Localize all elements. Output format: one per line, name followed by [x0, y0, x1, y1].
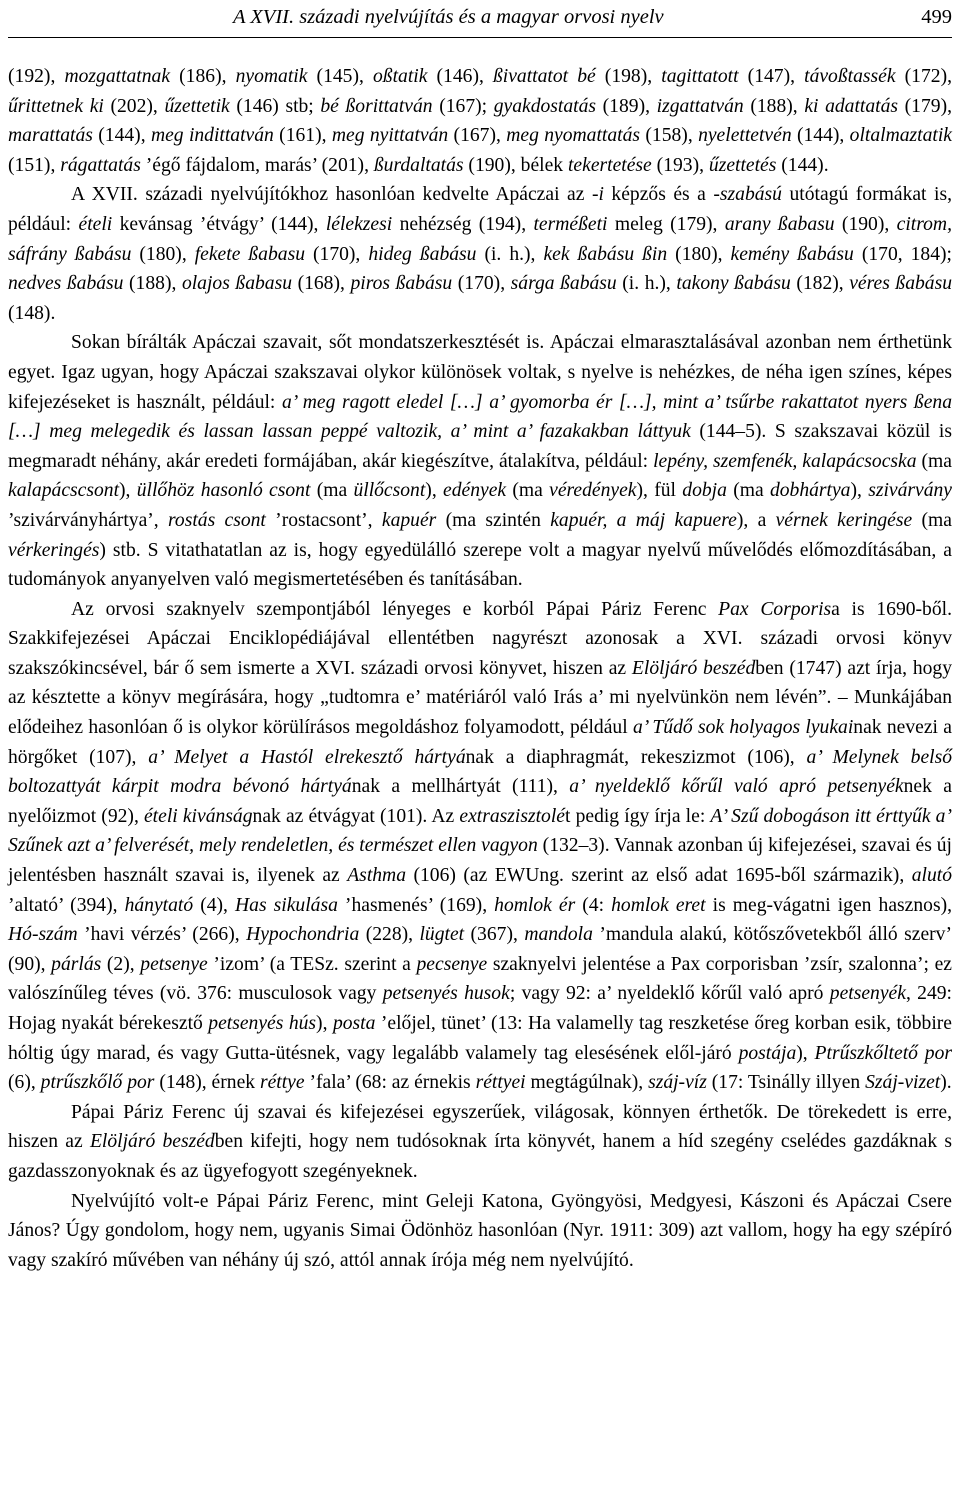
italic-term: olajos ßabasu [181, 273, 293, 295]
italic-term: Elöljáró beszéd [89, 1131, 215, 1153]
text-run: nak a mellhártyát (111), [351, 776, 570, 798]
italic-term: oßtatik [373, 66, 428, 87]
text-run: a is 1690-ből. Szakkifejezései Apáczai Enciklopédiájával ellentétben nagyrészt azonosak a XVI. századi orvosi könyv szakszókincsével, bár ő sem ismerte a XVI. századi orvosi könyvet, hiszen az [8, 598, 952, 679]
text-run: (144), [92, 125, 151, 147]
text-run: (17: Tsinálly illyen [706, 1072, 866, 1094]
italic-term: terméßeti [533, 213, 608, 235]
paragraph [8, 1098, 952, 1187]
italic-term: arany ßabasu [724, 213, 835, 235]
italic-term: nedves ßabásu [8, 273, 124, 295]
italic-term: dobhártya [769, 480, 851, 502]
italic-term: vérnek keringése [775, 509, 913, 531]
italic-term: mozgattatnak [64, 66, 171, 87]
italic-term: rágattatás [60, 154, 141, 176]
text-run: ), [850, 480, 869, 502]
text-run: (ma [916, 450, 952, 472]
text-run: meleg (179), [607, 213, 725, 235]
text-run: képzős és a [603, 184, 714, 206]
text-run: ben kifejti, hogy nem tudósoknak írta könyvét, hanem a híd szegény cselédes gazdáknak s gazdasszonyoknak és az ügyefogyott szegényeknek. [8, 1131, 952, 1182]
running-head [8, 2, 952, 32]
italic-term: meg indittatván [150, 125, 274, 147]
italic-term: edények [443, 480, 507, 502]
italic-term: dobja [682, 480, 727, 502]
text-run: (ma [506, 480, 550, 502]
italic-term: űrittetnek ki [8, 95, 104, 117]
text-run: (228), [359, 924, 420, 946]
text-run: ) stb. S vitathatatlan az is, hogy egyedülálló szerepe volt a magyar nyelvű művelődés előmozdításában, a tudományok anyanyelven való megismertetésében és tanításában. [8, 539, 952, 591]
text-run: nek a nyelőizmot (92), [8, 776, 952, 827]
italic-term: -i [591, 184, 604, 206]
italic-term: posta [332, 1013, 376, 1034]
text-run: is meg-vágatni igen hasznos), [705, 894, 952, 916]
text-run: ’izom’ (a TESz. szerint a [207, 953, 417, 975]
text-run: (170), [452, 273, 511, 295]
italic-term: a’ Melyet a Hastól elrekesztő hártyá [148, 746, 466, 768]
italic-term: homlok eret [611, 894, 706, 916]
italic-term: postája [738, 1042, 797, 1064]
italic-term: lepény, szemfenék, kalapácsocska [653, 450, 917, 472]
italic-term: a’ Melynek belső boltozattyát kárpit modra bévonó hártyá [8, 746, 953, 798]
paragraph [8, 180, 952, 328]
text-run: nehézség (194), [392, 213, 534, 235]
text-run: (190), [834, 213, 897, 235]
italic-term: kapuér, a máj kapuere [550, 509, 737, 531]
italic-term: marattatás [8, 125, 93, 147]
italic-term: ki adattatás [804, 95, 899, 117]
text-run: (367), [464, 924, 525, 946]
italic-term: -szabású [713, 184, 782, 206]
text-run: ), [425, 480, 444, 502]
italic-term: réttyei [475, 1072, 526, 1094]
italic-term: hideg ßabásu [368, 243, 477, 265]
paragraph [8, 1187, 952, 1276]
italic-term: távoßtassék [804, 66, 896, 87]
italic-term: sárga ßabásu [510, 273, 617, 295]
italic-term: Száj-vizet [865, 1072, 941, 1094]
italic-term: lügtet [419, 924, 465, 946]
text-run: ’rostacsont’, [265, 509, 382, 531]
text-run: (147), [738, 66, 805, 87]
italic-term: párlás [51, 953, 102, 975]
text-run: ), [796, 1042, 815, 1064]
paragraph [8, 595, 952, 1098]
text-run: (144), [791, 125, 850, 147]
italic-term: rostás csont [168, 509, 266, 531]
text-run: (172), [895, 66, 952, 87]
italic-term: petsenyés husok [382, 983, 510, 1005]
italic-term: citrom, sáfrány ßabásu [8, 213, 952, 265]
text-run: Nyelvújító volt-e Pápai Páriz Ferenc, mint Geleji Katona, Gyöngyösi, Medgyesi, Kászoni és Apáczai Csere János? Úgy gondolom, hogy nem, ugyanis Simai Ödönhöz hasonlóan (Nyr. 1911: 309) azt vallom, hogy ha egy szépíró vagy szakíró művében van néhány új szó, attól annak írója még nem nyelvújító. [8, 1190, 952, 1271]
italic-term: fekete ßabasu [194, 243, 305, 265]
italic-term: a’ meg ragott eledel […] a’ gyomorba ér […], mint a’ tsűrbe rakattatot nyers ßena […] meg melegedik és lassan lassan peppé valtozik, a’ mint a’ fazakakban láttyuk [8, 391, 953, 443]
italic-term: ptrűszkőlő por [40, 1072, 155, 1094]
text-run: ), fül [636, 480, 683, 502]
italic-term: kalapácscsont [8, 480, 120, 502]
text-run: (188), [743, 95, 805, 117]
italic-term: lélekzesi [325, 213, 393, 235]
text-run: (2), [101, 953, 141, 975]
header-rule [8, 37, 952, 38]
text-run: (4: [575, 894, 612, 916]
italic-term: takony ßabásu [676, 273, 791, 295]
text-run: (151), [8, 154, 61, 176]
text-run: nak az étvágyat (101). Az [252, 805, 460, 827]
text-run: ’altató’ (394), [8, 894, 125, 916]
text-run: Pápai Páriz Ferenc új szavai és kifejezései egyszerűek, világosak, könnyen érthetők. De törekedett is erre, hiszen az [8, 1101, 952, 1153]
text-run: (167); [432, 95, 494, 117]
text-run: (186), [170, 66, 236, 87]
text-run: (146), [427, 66, 493, 87]
text-run: (144–5). S szakszavai közül is megmaradt néhány, akár eredeti formájában, akár kiegészítve, átalakítva, például: [8, 421, 952, 472]
text-run: (192), [8, 66, 65, 87]
italic-term: homlok ér [494, 894, 576, 916]
text-run: (ma [912, 509, 952, 531]
italic-term: szivárvány [868, 480, 953, 502]
paragraph [8, 62, 952, 180]
italic-term: a’ nyeldeklő kőrűl való apró petsenyék [569, 776, 904, 798]
text-run: (144). [776, 154, 829, 176]
text-run: (106) (az EWUng. szerint az első adat 1695-ből származik), [406, 865, 912, 887]
italic-term: mandola [524, 924, 593, 946]
italic-term: véres ßabásu [849, 273, 953, 295]
italic-term: véredények [549, 480, 637, 502]
italic-term: gyakdostatás [493, 95, 597, 117]
italic-term: piros ßabásu [350, 273, 453, 295]
italic-term: Pax Corporis [718, 598, 832, 620]
text-run: (170), [305, 243, 369, 265]
text-run: (180), [131, 243, 195, 265]
italic-term: oltalmaztatik [849, 125, 952, 147]
text-run: (ma [310, 480, 354, 502]
text-run: (145), [307, 66, 373, 87]
text-run: (148), érnek [154, 1072, 260, 1094]
text-run: ’fala’ (68: az érnekis [304, 1072, 476, 1094]
italic-term: kek ßabásu ßin [543, 243, 668, 265]
italic-term: nyomatik [235, 66, 308, 87]
italic-term: Asthma [347, 865, 406, 887]
italic-term: Has sikulása [235, 894, 338, 916]
italic-term: kapuér [381, 509, 437, 531]
text-run: (202), [103, 95, 165, 117]
text-run: megtágúlnak), [525, 1072, 649, 1094]
italic-term: petsenyék [829, 983, 906, 1005]
italic-term: száj-víz [648, 1072, 707, 1094]
italic-term: pecsenye [416, 953, 488, 975]
text-run: ’szivárványhártya’, [8, 509, 169, 531]
text-run: (6), [8, 1072, 41, 1094]
italic-term: réttye [259, 1072, 305, 1094]
italic-term: üllőhöz hasonló csont [136, 480, 311, 502]
text-run: nak nevezi a hörgőket (107), [8, 717, 952, 768]
italic-term: A’ Szű dobogáson itt érttyűk a’ Szűnek azt a’ felverését, mely rendeletlen, és természet ellen vagyon [8, 805, 952, 857]
italic-term: bé ßorittatván [320, 95, 433, 117]
text-run: (i. h.), [476, 243, 544, 265]
text-run: ’hasmenés’ (169), [337, 894, 495, 916]
text-run: ), a [736, 509, 776, 531]
text-run: (190), bélek [463, 154, 568, 176]
text-run: A XVII. századi nyelvújítókhoz hasonlóan kedvelte Apáczai az [71, 184, 592, 206]
text-run: (168), [292, 273, 351, 295]
text-run: , 249: Hojag nyakát bérekesztő [8, 983, 952, 1034]
text-run: ), [119, 480, 137, 502]
italic-term: ßurdaltatás [373, 154, 464, 176]
text-run: (ma [726, 480, 770, 502]
text-run: nak a diaphragmát, rekeszizmot (106), [465, 746, 807, 768]
italic-term: Hó-szám [8, 924, 78, 946]
text-run: (i. h.), [616, 273, 677, 295]
text-run: (180), [667, 243, 731, 265]
text-run: Az orvosi szaknyelv szempontjából lényeges e korból Pápai Páriz Ferenc [71, 598, 719, 620]
italic-term: vérkeringés [8, 539, 100, 561]
italic-term: petsenyés hús [208, 1013, 317, 1034]
italic-term: Elöljáró beszéd [631, 657, 756, 679]
text-run: (146) stb; [229, 95, 321, 117]
italic-term: tekertetése [567, 154, 652, 176]
text-run: Sokan bírálták Apáczai szavait, sőt mondatszerkesztését is. Apáczai elmarasztalásával azonban nem érthetünk egyet. Igaz ugyan, hogy Apáczai szakszavai olykor különösek voltak, s nyelve is nehézkes, de néha igen színes, képes kifejezéseket is használt, például: [8, 332, 952, 413]
italic-term: ételi kivánság [143, 805, 253, 827]
text-run: (167), [448, 125, 507, 147]
text-run: (158), [640, 125, 699, 147]
text-run: t pedig így írja le: [564, 805, 711, 827]
text-run: (188), [123, 273, 182, 295]
text-run: (193), [651, 154, 709, 176]
running-title: A XVII. századi nyelvújítás és a magyar orvosi nyelv [233, 6, 664, 28]
text-run: ), [316, 1013, 333, 1034]
italic-term: nyelettetvén [698, 125, 792, 147]
text-run: (170, 184); [853, 243, 952, 265]
text-run: (189), [596, 95, 657, 117]
text-run: (4), [193, 894, 236, 916]
text-run: (ma szintén [436, 509, 551, 531]
italic-term: kemény ßabásu [730, 243, 854, 265]
text-run: (132–3). Vannak azonban új kifejezései, szavai és új jelentésben használt szavai is, ilyenek az [8, 835, 952, 887]
text-run: szaknyelvi jelentése a Pax corporisban ’zsír, szalonna’; ez valószínűleg téves (vö. 376: musculosok vagy [8, 953, 952, 1005]
text-run: (198), [595, 66, 662, 87]
italic-term: meg nyittatván [331, 125, 449, 147]
italic-term: ételi [78, 213, 113, 235]
italic-term: a’ Tűdő sok holyagos lyukai [632, 717, 854, 739]
italic-term: alutó [911, 865, 952, 887]
italic-term: űzettetés [708, 154, 777, 176]
italic-term: ßivattatot bé [492, 66, 596, 87]
text-run: (148). [8, 302, 56, 324]
text-run: (161), [273, 125, 332, 147]
italic-term: üllőcsont [353, 480, 426, 502]
italic-term: űzettetik [164, 95, 230, 117]
text-run: ; vagy 92: a’ nyeldeklő kőrűl való apró [509, 983, 830, 1005]
text-run: ’égő fájdalom, marás’ (201), [140, 154, 374, 176]
italic-term: extraszisztolé [459, 805, 565, 827]
italic-term: meg nyomattatás [506, 125, 641, 147]
italic-term: hánytató [124, 894, 194, 916]
italic-term: Hypochondria [246, 924, 360, 946]
text-run: ben (1747) azt írja, hogy az késztette a könyv megírására, hogy „tudtomra e’ matériáról való Irás a’ mi nyelvünkön nem lévén”. – Munkájában elődeihez hasonlóan ő is olykor körülírásos megoldáshoz folyamodott, például [8, 657, 953, 739]
text-run: ’havi vérzés’ (266), [77, 924, 247, 946]
text-run: utótagú formákat is, például: [8, 184, 952, 235]
body-text [8, 62, 952, 1275]
text-run: (179), [898, 95, 952, 117]
text-run: ’mandula alakú, kötőszővetekből álló szerv’ (90), [8, 924, 953, 975]
italic-term: izgattatván [656, 95, 744, 117]
text-run: ). [940, 1072, 952, 1094]
text-run: kevánsag ’étvágy’ (144), [112, 213, 326, 235]
text-run: ’előjel, tünet’ (13: Ha valamelly tag reszketése őreg korban esik, többire hóltig úgy marad, és vagy Gutta-ütésnek, vagy legalább valamely tag elesésének elől-járó [8, 1013, 952, 1064]
paragraph [8, 328, 952, 594]
page-number: 499 [921, 6, 952, 28]
text-run: (182), [790, 273, 850, 295]
italic-term: petsenye [140, 953, 208, 975]
italic-term: tagittatott [661, 66, 739, 87]
italic-term: Ptrűszkőltető por [814, 1042, 952, 1064]
